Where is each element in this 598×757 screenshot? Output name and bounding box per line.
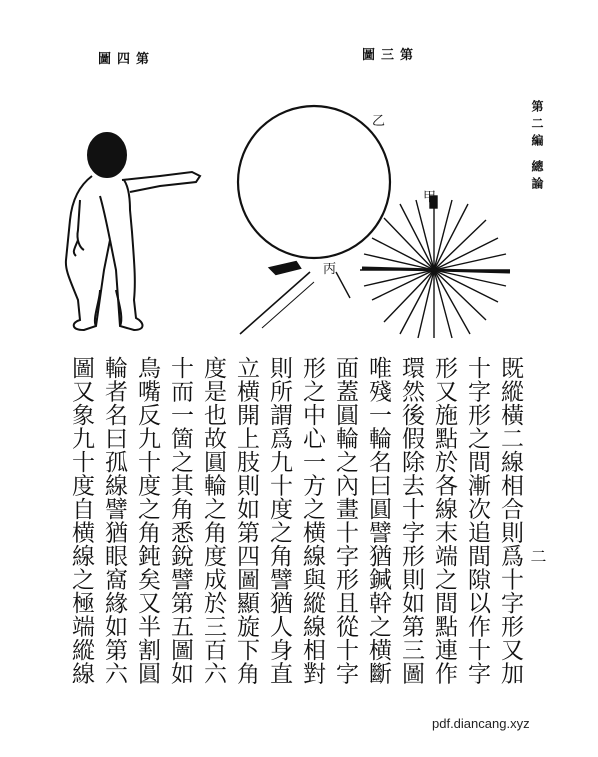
text-column: 則所謂爲九十度之角譬猶人身直: [266, 356, 292, 685]
text-column: 形之中心一方之横線與縱線相對: [299, 356, 325, 685]
text-column: 度是也故圓輪之角度成於三百六: [200, 356, 226, 685]
label-jia: 甲: [423, 190, 437, 205]
label-yi: 乙: [372, 114, 386, 129]
text-column: 唯殘一輪名曰圓譬猶鍼幹之横斷: [365, 356, 391, 685]
figure-4-caption: 第四圖: [98, 52, 156, 67]
text-column: 既縱橫二線相合則爲十字形又加: [497, 356, 523, 685]
text-column: 十而一箇之其角悉銳譬第五圖如: [167, 356, 193, 685]
text-column: 形又施點於各線末端之間點連作: [431, 356, 457, 685]
text-column: 環然後假除去十字形則如第三圖: [398, 356, 424, 685]
text-column: 十字形之間漸次追間隙以作十字: [464, 356, 490, 685]
label-bing: 丙: [323, 262, 337, 277]
section-title: 第二編 總論: [530, 100, 544, 195]
figure-3-caption: 第三圖: [362, 48, 420, 63]
page-number: 二: [528, 548, 547, 564]
text-column: 立横開上肢則如第四圖顯旋下角: [233, 356, 259, 685]
figure-3-drawing: [238, 106, 390, 334]
figure-4-human-drawing: [66, 133, 200, 330]
text-column: 圖又象九十度自横線之極端縱線: [68, 356, 94, 685]
body-text: [38, 356, 526, 716]
text-column: 輪者名曰孤線譬猶眼窩緣如第六: [101, 356, 127, 685]
text-column: 面蓋圓輪之內畫十字形且從十字: [332, 356, 358, 685]
watermark: pdf.diancang.xyz: [432, 716, 530, 731]
text-column: 鳥嘴反九十度之角鈍矣又半割圓: [134, 356, 160, 685]
